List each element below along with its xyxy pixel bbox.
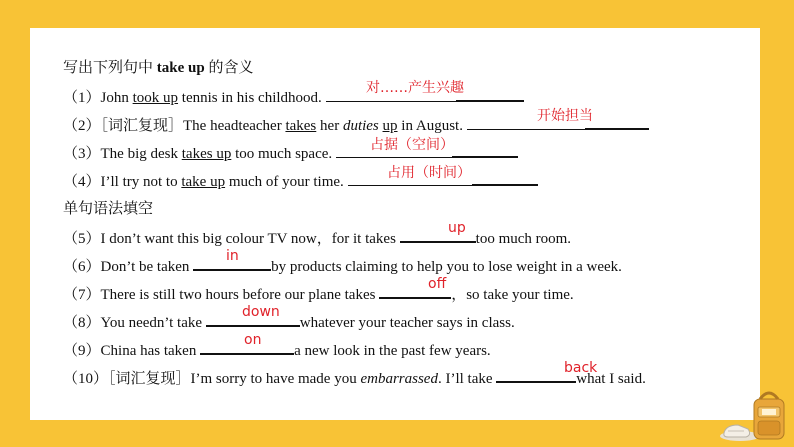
item-2: （2）［词汇复现］The headteacher takes her duties up in August.: [63, 114, 649, 136]
item-3: （3）The big desk takes up too much space.: [63, 142, 518, 164]
answer-3: 占据（空间）: [370, 137, 454, 153]
answer-blank-2-ext: [585, 114, 649, 130]
answer-4: 占用（时间）: [387, 165, 471, 181]
school-bag-icon: [718, 383, 788, 443]
item-4: （4）I’ll try not to take up much of your time.: [63, 170, 538, 192]
item-6: （6）Don’t be taken by products claiming to help you to lose weight in a week.: [63, 255, 622, 277]
answer-9: on: [244, 332, 262, 348]
answer-7: off: [428, 276, 447, 292]
item-10: （10）［词汇复现］I’m sorry to have made you embarrassed. I’ll take what I said.: [63, 367, 646, 389]
answer-blank-4-ext: [472, 170, 538, 186]
section1-heading: 写出下列句中 take up 的含义: [63, 60, 254, 76]
answer-2: 开始担当: [537, 108, 593, 124]
section2-heading: 单句语法填空: [63, 201, 154, 217]
item-7: （7）There is still two hours before our plane takes ，so take your time.: [63, 283, 574, 305]
item-1: （1）John took up tennis in his childhood.: [63, 86, 524, 108]
answer-8: down: [242, 304, 280, 320]
answer-6: in: [226, 248, 239, 264]
answer-blank-1-ext: [456, 86, 524, 102]
answer-blank-3-ext: [452, 142, 518, 158]
answer-5: up: [448, 220, 466, 236]
item-9: （9）China has taken a new look in the past few years.: [63, 339, 491, 361]
answer-1: 对……产生兴趣: [366, 80, 464, 96]
item-5: （5）I don’t want this big colour TV now，for it takes too much room.: [63, 227, 571, 249]
answer-10: back: [564, 360, 598, 376]
item-8: （8）You needn’t take whatever your teacher says in class.: [63, 311, 515, 333]
